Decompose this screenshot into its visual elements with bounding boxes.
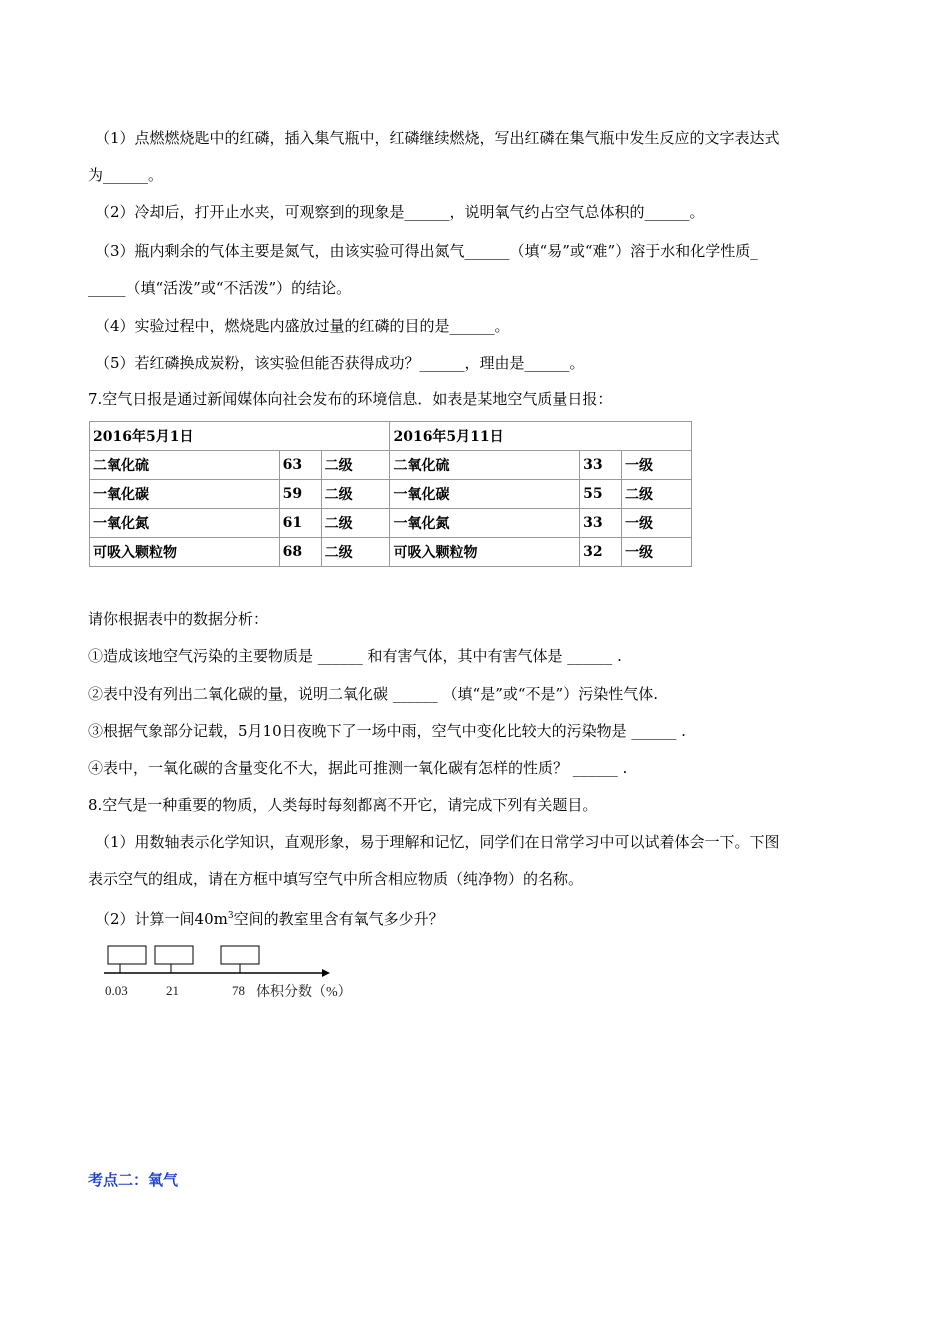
date-header-1: 2016年5月1日: [90, 422, 390, 451]
grade-cell: 一级: [622, 451, 692, 480]
grade-cell: 二级: [321, 480, 390, 509]
q6-part1-line2: 为______。: [88, 166, 164, 184]
table-row: [90, 480, 692, 509]
table-row: [90, 509, 692, 538]
date-header-2: 2016年5月11日: [390, 422, 692, 451]
index-cell: 68: [279, 538, 321, 567]
index-cell: 32: [580, 538, 622, 567]
q8-part2: [95, 906, 444, 929]
air-composition-number-line: [100, 942, 370, 1002]
grade-cell: 二级: [321, 509, 390, 538]
pollutant-cell: 可吸入颗粒物: [90, 538, 280, 567]
tick-label: 21: [166, 983, 179, 998]
q7-intro: 7.空气日报是通过新闻媒体向社会发布的环境信息．如表是某地空气质量日报：: [88, 390, 613, 408]
grade-cell: 二级: [622, 480, 692, 509]
index-cell: 61: [279, 509, 321, 538]
q8-part1-line1: （1）用数轴表示化学知识，直观形象，易于理解和记忆，同学们在日常学习中可以试着体会一下。下图: [95, 833, 780, 851]
q6-part2: （2）冷却后，打开止水夹，可观察到的现象是______，说明氧气约占空气总体积的______。: [95, 203, 705, 221]
pollutant-cell: 二氧化硫: [390, 451, 580, 480]
pollutant-cell: 一氧化碳: [90, 480, 280, 509]
q8-part2-prefix: （2）计算一间40m: [95, 910, 228, 928]
q7-analysis-4: ④表中，一氧化碳的含量变化不大，据此可推测一氧化碳有怎样的性质？ ______ .: [88, 759, 628, 777]
grade-cell: 一级: [622, 509, 692, 538]
q8-part2-superscript: 3: [227, 911, 234, 921]
q6-part3-line2: _____（填“活泼”或“不活泼”）的结论。: [88, 279, 352, 297]
index-cell: 33: [580, 451, 622, 480]
index-cell: 33: [580, 509, 622, 538]
pollutant-cell: 二氧化硫: [90, 451, 280, 480]
q6-part3-line1: （3）瓶内剩余的气体主要是氮气，由该实验可得出氮气______（填“易”或“难”）溶于水和化学性质_: [95, 242, 758, 260]
answer-box-3[interactable]: [221, 946, 259, 964]
q7-analysis-1: ①造成该地空气污染的主要物质是 ______ 和有害气体，其中有害气体是 ______ .: [88, 647, 622, 665]
tick-label: 78: [232, 983, 245, 998]
q7-analysis-2: ②表中没有列出二氧化碳的量，说明二氧化碳 ______ （填“是”或“不是”）污染性气体.: [88, 685, 658, 703]
pollutant-cell: 一氧化氮: [90, 509, 280, 538]
tick-label: 0.03: [105, 983, 128, 998]
pollutant-cell: 一氧化氮: [390, 509, 580, 538]
q8-part2-suffix: 空间的教室里含有氧气多少升？: [233, 910, 444, 928]
axis-label: 体积分数（%）: [256, 985, 352, 1000]
air-quality-table: [89, 421, 692, 567]
table-row: [90, 538, 692, 567]
grade-cell: 二级: [321, 451, 390, 480]
q8-intro: 8.空气是一种重要的物质，人类每时每刻都离不开它，请完成下列有关题目。: [88, 796, 598, 814]
q6-part4: （4）实验过程中，燃烧匙内盛放过量的红磷的目的是______。: [95, 317, 510, 335]
pollutant-cell: 一氧化碳: [390, 480, 580, 509]
q6-part1-line1: （1）点燃燃烧匙中的红磷，插入集气瓶中，红磷继续燃烧，写出红磷在集气瓶中发生反应的文字表达式: [95, 129, 780, 147]
answer-box-1[interactable]: [108, 946, 146, 964]
answer-box-2[interactable]: [155, 946, 193, 964]
grade-cell: 一级: [622, 538, 692, 567]
pollutant-cell: 可吸入颗粒物: [390, 538, 580, 567]
grade-cell: 二级: [321, 538, 390, 567]
section-heading: 考点二：氧气: [88, 1171, 179, 1189]
index-cell: 55: [580, 480, 622, 509]
q8-part1-line2: 表示空气的组成，请在方框中填写空气中所含相应物质（纯净物）的名称。: [88, 870, 584, 888]
axis-arrowhead: [322, 969, 330, 977]
table-row: [90, 451, 692, 480]
q7-analysis-intro: 请你根据表中的数据分析：: [88, 610, 269, 628]
q6-part5: （5）若红磷换成炭粉，该实验但能否获得成功？______，理由是______。: [95, 354, 585, 372]
table-header-row: [90, 422, 692, 451]
index-cell: 63: [279, 451, 321, 480]
index-cell: 59: [279, 480, 321, 509]
q7-analysis-3: ③根据气象部分记载，5月10日夜晚下了一场中雨，空气中变化比较大的污染物是 ______ .: [88, 722, 686, 740]
